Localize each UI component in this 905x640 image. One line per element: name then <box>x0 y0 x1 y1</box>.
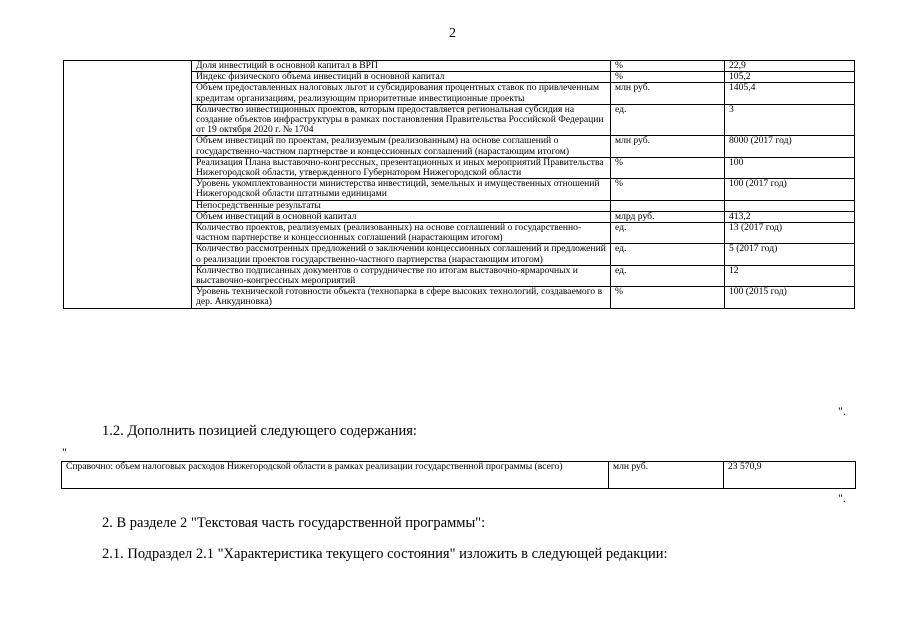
value-cell: 100 <box>725 157 855 178</box>
reference-value: 23 570,9 <box>724 462 856 489</box>
value-cell: 413,2 <box>725 211 855 222</box>
indicator-name-cell: Количество инвестиционных проектов, которым предоставляется региональная субсидия на создание объектов инфраструктуры в рамках постановления Правительства Российской Федерации от 19 октября 2020 г. № 1704 <box>192 104 611 136</box>
unit-cell: % <box>611 157 725 178</box>
value-cell: 105,2 <box>725 72 855 83</box>
indicator-name-cell: Реализация Плана выставочно-конгрессных, презентационных и иных мероприятий Правительства Нижегородской области, утвержденного Губернатором Нижегородской области <box>192 157 611 178</box>
indicator-name-cell: Количество проектов, реализуемых (реализованных) на основе соглашений о государственно-частном партнерстве и концессионных соглашений (нарастающим итогом) <box>192 223 611 244</box>
unit-cell: ед. <box>611 104 725 136</box>
indicator-name-cell: Уровень технической готовности объекта (технопарка в сфере высоких технологий, создаваемого в дер. Анкудиновка) <box>192 287 611 308</box>
value-cell: 13 (2017 год) <box>725 223 855 244</box>
reference-row <box>62 462 856 489</box>
value-cell: 5 (2017 год) <box>725 244 855 265</box>
unit-cell: % <box>611 61 725 72</box>
indicator-name-cell: Уровень укомплектованности министерства инвестиций, земельных и имущественных отношений Нижегородской области штатными единицами <box>192 179 611 200</box>
item-2-heading: 2. В разделе 2 "Текстовая часть государственной программы": <box>102 515 486 531</box>
value-cell: 12 <box>725 265 855 286</box>
item-1-2-heading: 1.2. Дополнить позицией следующего содержания: <box>102 423 417 439</box>
indicator-name-cell: Объем предоставленных налоговых льгот и субсидирования процентных ставок по привлеченным кредитам организациям, реализующим приоритетные инвестиционные проекты <box>192 83 611 104</box>
value-cell <box>725 200 855 211</box>
indicator-name-cell: Количество рассмотренных предложений о заключении концессионных соглашений и предложений о реализации проектов государственно-частного партнерства (нарастающим итогом) <box>192 244 611 265</box>
item-2-1-heading: 2.1. Подраздел 2.1 "Характеристика текущего состояния" изложить в следующей редакции: <box>102 546 668 562</box>
blank-column-cell <box>64 61 192 309</box>
reference-label: Справочно: объем налоговых расходов Нижегородской области в рамках реализации государственной программы (всего) <box>62 462 609 489</box>
indicators-table <box>63 60 855 309</box>
closing-quote: ". <box>838 404 846 418</box>
opening-quote: " <box>62 445 67 459</box>
unit-cell: млн руб. <box>611 83 725 104</box>
unit-cell: % <box>611 72 725 83</box>
reference-unit: млн руб. <box>609 462 724 489</box>
closing-quote: ". <box>838 491 846 505</box>
table-row <box>64 61 855 72</box>
indicator-name-cell: Объем инвестиций по проектам, реализуемым (реализованным) на основе соглашений о государственно-частном партнерстве и концессионных соглашений (нарастающим итогом) <box>192 136 611 157</box>
value-cell: 22,9 <box>725 61 855 72</box>
unit-cell: млрд руб. <box>611 211 725 222</box>
value-cell: 3 <box>725 104 855 136</box>
unit-cell: ед. <box>611 223 725 244</box>
unit-cell: % <box>611 287 725 308</box>
unit-cell: ед. <box>611 244 725 265</box>
unit-cell: ед. <box>611 265 725 286</box>
value-cell: 1405,4 <box>725 83 855 104</box>
indicator-name-cell: Количество подписанных документов о сотрудничестве по итогам выставочно-ярмарочных и выставочно-конгрессных мероприятий <box>192 265 611 286</box>
value-cell: 8000 (2017 год) <box>725 136 855 157</box>
unit-cell: % <box>611 179 725 200</box>
indicator-name-cell: Индекс физического объема инвестиций в основной капитал <box>192 72 611 83</box>
indicator-name-cell: Объем инвестиций в основной капитал <box>192 211 611 222</box>
unit-cell: млн руб. <box>611 136 725 157</box>
indicator-name-cell: Непосредственные результаты <box>192 200 611 211</box>
value-cell: 100 (2015 год) <box>725 287 855 308</box>
unit-cell <box>611 200 725 211</box>
reference-table <box>61 461 856 489</box>
value-cell: 100 (2017 год) <box>725 179 855 200</box>
page-number: 2 <box>449 26 456 41</box>
indicator-name-cell: Доля инвестиций в основной капитал в ВРП <box>192 61 611 72</box>
